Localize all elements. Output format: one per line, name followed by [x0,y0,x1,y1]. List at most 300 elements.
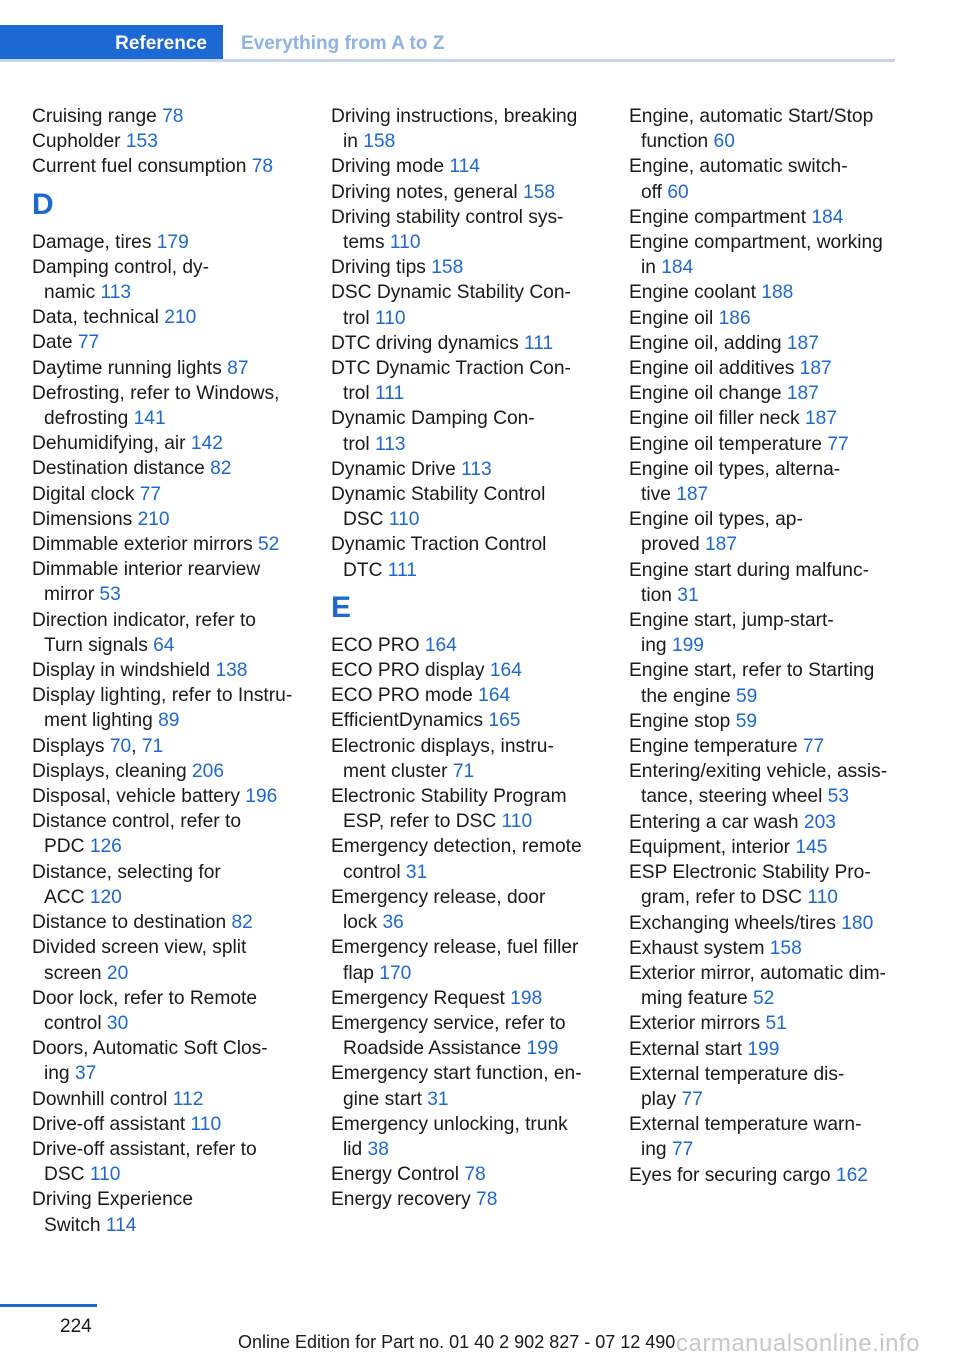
page-link[interactable]: 31 [405,861,428,883]
page-link[interactable]: 164 [424,634,457,656]
index-column-3 [629,104,904,1188]
index-entry [629,961,904,1011]
index-entry [32,1112,317,1137]
entry-term-line1: Emergency detection, remote [331,836,582,858]
entry-term-line1: ESP Electronic Stability Pro- [629,862,871,884]
index-entry [629,331,904,356]
page-link[interactable]: 179 [156,231,189,253]
page-link[interactable]: 78 [162,106,184,127]
page-link[interactable]: 187 [786,332,819,354]
index-entry [331,180,616,205]
entry-term: Engine oil temperature [629,433,828,455]
index-column-2 [331,104,616,1213]
index-entry [331,1011,616,1061]
entry-term: Displays, cleaning [32,760,192,782]
index-entry [32,683,317,733]
entry-term: Date [32,332,78,354]
entry-term-line2: in [343,131,364,153]
entry-term: Driving tips [331,257,432,279]
entry-term: Display in windshield [32,660,216,682]
entry-term: Destination distance [32,458,211,480]
entry-term-line1: Engine, automatic switch- [629,156,848,178]
page-link[interactable]: 153 [125,131,158,153]
watermark: carmanualsonline.info [676,1330,920,1357]
entry-term: Energy Control [331,1164,465,1186]
section-tab-reference[interactable]: Reference [0,25,223,62]
index-entry [32,1087,317,1112]
entry-term-line1: Distance, selecting for [32,861,221,883]
entry-term: Cruising range [32,106,163,127]
page-link[interactable]: 158 [431,257,464,279]
page-link[interactable]: 170 [379,962,412,984]
entry-term-line1: Entering/exiting vehicle, assis- [629,761,888,783]
page-link[interactable]: 199 [526,1038,559,1060]
page-link[interactable]: 164 [478,685,511,707]
page-link[interactable]: 145 [795,836,828,858]
index-entry [629,205,904,230]
page-link[interactable]: 71 [141,735,164,757]
page-link[interactable]: 31 [427,1088,449,1110]
entry-term: Eyes for securing cargo [629,1164,836,1186]
entry-term-line2: ACC [44,886,90,908]
index-entry [629,457,904,507]
index-entry [32,608,317,658]
page-link[interactable]: 120 [89,886,122,908]
entry-term-line1: Direction indicator, refer to [32,609,256,631]
index-entry [32,1137,317,1187]
entry-term: Emergency Request [331,987,511,1009]
entry-term-line2: gine start [343,1088,428,1110]
page-link[interactable]: 112 [172,1088,204,1110]
page-link[interactable]: 126 [89,836,122,858]
entry-term: Exterior mirrors [629,1013,766,1035]
page-link[interactable]: 187 [799,358,832,380]
index-entry [331,154,616,179]
index-entry [629,860,904,910]
index-entry [32,230,317,255]
entry-term: Damage, tires [32,231,157,253]
entry-term-line1: Dynamic Damping Con- [331,408,535,430]
entry-term: EfficientDynamics [331,710,489,732]
page-header [0,25,895,62]
index-entry [331,356,616,406]
entry-term: Engine oil filler neck [629,408,805,430]
page-link[interactable]: 53 [827,786,850,808]
index-entry [629,356,904,381]
entry-term-line1: Engine start, refer to Starting [629,660,875,682]
index-entry [331,1112,616,1162]
index-entry [32,658,317,683]
entry-term-line2: ing [641,1139,672,1161]
index-entry [331,532,616,582]
index-entry [629,154,904,204]
page-link[interactable]: 138 [215,660,248,682]
entry-term-line2: control [44,1012,107,1034]
page-link[interactable]: 110 [375,307,406,329]
entry-term-line2: tance, steering wheel [641,786,828,808]
page-link[interactable]: 113 [461,458,492,480]
index-entry [32,129,317,154]
page-number: 224 [60,1316,92,1337]
page-link[interactable]: 20 [106,962,129,984]
page-link[interactable]: 184 [661,257,694,279]
index-entry [331,885,616,935]
page-link[interactable]: 199 [671,635,704,657]
entry-term: External start [629,1038,748,1060]
index-column-1 [32,104,317,1238]
page-link[interactable]: 60 [667,181,689,203]
page-link[interactable]: 89 [158,710,180,732]
page-link[interactable]: 162 [835,1164,868,1186]
page-link[interactable]: 51 [765,1013,787,1035]
index-entry [331,935,616,985]
index-entry [32,456,317,481]
index-entry [32,1036,317,1086]
entry-term-line1: DSC Dynamic Stability Con- [331,282,571,304]
entry-term-line2: ESP, refer to DSC [343,811,502,833]
index-entry [331,280,616,330]
page-link[interactable]: 110 [501,811,533,833]
entry-term: Driving notes, general [331,181,523,203]
page-link[interactable]: 31 [677,584,699,606]
page-link[interactable]: 77 [802,736,825,758]
entry-term: Equipment, interior [629,836,796,858]
page-link[interactable]: 113 [100,282,132,304]
page-link[interactable]: 78 [476,1189,498,1211]
page-link[interactable]: 206 [191,760,224,782]
entry-term-line1: Emergency release, fuel filler [331,937,579,959]
entry-term: Entering a car wash [629,811,804,833]
page-link[interactable]: 78 [251,156,274,178]
page-link[interactable]: 188 [761,282,794,304]
index-entry [32,860,317,910]
page-link[interactable]: 38 [367,1138,389,1160]
entry-term-line2: ming feature [641,988,753,1010]
index-entry [32,986,317,1036]
entry-term-line1: Engine start, jump-start- [629,610,834,632]
index-entry [331,784,616,834]
page-link[interactable]: 77 [671,1139,694,1161]
index-entry [331,1061,616,1111]
index-entry [629,709,904,734]
entry-term-line1: Emergency unlocking, trunk [331,1113,568,1135]
page-link[interactable]: 165 [488,710,521,732]
header-rule [0,59,895,62]
page-link[interactable]: 64 [153,634,175,656]
page-link[interactable]: 114 [105,1214,137,1236]
page-link[interactable]: 70 [109,735,132,757]
entry-term-line2: trol [343,383,375,405]
page-link[interactable]: 59 [735,685,758,707]
entry-term: Driving mode [331,156,450,178]
entry-term: Dimmable exterior mirrors [32,534,259,556]
entry-term-line1: Exterior mirror, automatic dim- [629,962,886,984]
index-entry [331,708,616,733]
index-entry [32,305,317,330]
entry-term: Current fuel consumption [32,156,252,178]
index-entry [32,330,317,355]
index-entry [32,935,317,985]
page-link[interactable]: 77 [827,433,849,455]
page-link[interactable]: 187 [676,484,709,506]
index-entry [629,759,904,809]
index-entry [629,936,904,961]
index-entry [331,1162,616,1187]
page-link[interactable]: 187 [786,383,819,405]
entry-term-line2: ing [641,635,672,657]
entry-term-line1: Engine, automatic Start/Stop [629,106,874,127]
entry-term-line2: screen [44,962,107,984]
index-entry [629,835,904,860]
entry-term-line2: in [641,257,662,279]
index-entry [331,104,616,154]
index-entry [629,1011,904,1036]
entry-term: Daytime running lights [32,357,228,379]
index-entry [629,432,904,457]
entry-term-line1: Distance control, refer to [32,811,242,833]
index-entry [629,406,904,431]
page-link[interactable]: 59 [735,710,758,732]
entry-term-line2: DTC [343,559,388,581]
page-link[interactable]: 36 [382,912,404,934]
entry-term-line2: mirror [44,584,100,606]
page-link[interactable]: 30 [106,1012,129,1034]
entry-term: Energy recovery [331,1189,477,1211]
page-link[interactable]: 198 [510,987,543,1009]
page-link[interactable]: 71 [452,760,475,782]
entry-term-line2: defrosting [44,408,134,430]
entry-term: Engine stop [629,710,736,732]
entry-term: Engine temperature [629,736,803,758]
entry-term: Distance to destination [32,912,232,934]
entry-term-line1: Drive-off assistant, refer to [32,1138,257,1160]
entry-term-line1: Engine compartment, working [629,232,883,254]
entry-term: Data, technical [32,307,165,329]
page-link[interactable]: 186 [718,307,751,329]
index-entry [331,986,616,1011]
entry-term: Engine oil, adding [629,332,787,354]
entry-term: Dehumidifying, air [32,433,191,455]
index-entry [629,1112,904,1162]
entry-term: Engine oil change [629,383,787,405]
entry-term: ECO PRO mode [331,685,479,707]
index-entry [331,205,616,255]
page-link[interactable]: 113 [375,433,406,455]
page-link[interactable]: 110 [190,1113,222,1135]
page-link[interactable]: 141 [133,408,166,430]
page-link[interactable]: 110 [389,232,421,254]
index-entry [32,910,317,935]
entry-term-line2: function [641,131,714,153]
page-link[interactable]: 111 [375,383,405,405]
entry-term-line1: Display lighting, refer to Instru- [32,685,293,707]
page-link[interactable]: 52 [258,534,280,556]
page-link[interactable]: 187 [705,534,738,556]
page-link[interactable]: 37 [74,1063,97,1085]
entry-term-line1: Doors, Automatic Soft Clos- [32,1038,268,1060]
entry-term-line1: Electronic displays, instru- [331,735,554,757]
index-entry [629,658,904,708]
page-link[interactable]: 77 [77,332,100,354]
entry-term-line2: trol [343,433,375,455]
footer-edition: Online Edition for Part no. 01 40 2 902 827 - 07 12 490 [238,1332,676,1352]
index-entry [32,381,317,431]
entry-term: Engine compartment [629,206,812,228]
entry-term-line2: Turn signals [44,634,154,656]
index-entry [331,406,616,456]
index-entry [629,1163,904,1188]
entry-term-line2: off [641,181,668,203]
page-link[interactable]: 180 [841,912,874,934]
entry-term-line2: tion [641,584,678,606]
index-entry [629,734,904,759]
page-link[interactable]: 158 [363,131,396,153]
index-entry [32,532,317,557]
entry-term-line1: Engine oil types, ap- [629,509,803,531]
index-entry [32,431,317,456]
index-letter-heading: D [32,187,54,221]
entry-term-line2: namic [44,282,101,304]
entry-term-line1: Dynamic Traction Control [331,534,547,556]
entry-term: Engine coolant [629,282,762,304]
page-link[interactable]: 210 [164,307,197,329]
entry-term-line2: trol [343,307,375,329]
entry-term: Drive-off assistant [32,1113,191,1135]
entry-term-line1: Divided screen view, split [32,937,247,959]
index-entry [32,255,317,305]
index-entry: Displays 70, 71 [32,735,164,757]
subsection-title[interactable]: Everything from A to Z [241,32,445,54]
page-link[interactable]: 110 [388,509,420,531]
page-link[interactable]: 199 [747,1038,780,1060]
entry-term-line1: Driving Experience [32,1189,194,1211]
entry-term-line2: DSC [44,1164,90,1186]
page-link[interactable]: 210 [137,508,170,530]
entry-term-line1: Engine oil types, alterna- [629,458,841,480]
index-entry [331,482,616,532]
entry-term: Dimensions [32,508,138,530]
index-letter-heading: E [331,590,352,624]
page-link[interactable]: 164 [489,660,522,682]
page-link[interactable]: 87 [227,357,249,379]
page-link[interactable]: 52 [753,988,775,1010]
index-entry [331,457,616,482]
entry-term-line2: DSC [343,509,389,531]
index-entry [629,280,904,305]
index-entry [331,1187,616,1212]
page-link[interactable]: 184 [811,206,844,228]
entry-term-line2: Switch [44,1214,106,1236]
page-link[interactable]: 203 [803,811,836,833]
index-entry [32,784,317,809]
entry-term-line1: Driving instructions, breaking [331,106,578,127]
index-entry [32,557,317,607]
page-number-rule [0,1304,97,1307]
entry-term-line1: Door lock, refer to Remote [32,987,258,1009]
index-entry [331,633,616,658]
index-entry [629,1062,904,1112]
index-entry [331,683,616,708]
entry-term-line2: flap [343,962,380,984]
entry-term-line1: Emergency start function, en- [331,1063,582,1085]
index-entry [32,507,317,532]
entry-term: Downhill control [32,1088,173,1110]
page-link[interactable]: 111 [524,332,554,354]
entry-term-line1: DTC Dynamic Traction Con- [331,358,571,380]
page-link[interactable]: 110 [807,887,838,909]
page-link[interactable]: 53 [99,584,121,606]
index-entry [32,104,317,129]
index-entry [331,834,616,884]
index-entry [331,734,616,784]
entry-term-line1: Emergency release, door [331,886,546,908]
entry-term-line2: ing [44,1063,75,1085]
page-link[interactable]: 77 [139,483,162,505]
index-entry [629,306,904,331]
entry-term-line1: External temperature warn- [629,1114,862,1136]
index-entry [629,381,904,406]
index-entry [331,331,616,356]
index-entry [331,255,616,280]
page-link[interactable]: 78 [464,1164,486,1186]
entry-term: DTC driving dynamics [331,332,524,354]
index-entry [629,230,904,280]
page-link[interactable]: 114 [449,156,480,178]
entry-term-line2: control [343,861,406,883]
entry-term-line2: Roadside Assistance [343,1038,527,1060]
entry-term-line1: Engine start during malfunc- [629,559,869,581]
entry-term: Digital clock [32,483,140,505]
page-link[interactable]: 82 [231,912,253,934]
entry-term: Disposal, vehicle battery [32,786,246,808]
entry-term-line2: tive [641,484,677,506]
entry-term-line2: tems [343,232,390,254]
page-link[interactable]: 60 [713,131,735,153]
page-link[interactable]: 110 [89,1164,121,1186]
entry-term-line2: the engine [641,685,736,707]
entry-term: Dynamic Drive [331,458,462,480]
entry-term: Engine oil [629,307,719,329]
index-entry [629,608,904,658]
page-link[interactable]: 77 [681,1088,703,1110]
index-entry [32,809,317,859]
entry-term-line2: proved [641,534,705,556]
index-entry [629,104,904,154]
entry-term-line2: lid [343,1138,368,1160]
page-link[interactable]: 187 [804,408,837,430]
page-link[interactable]: 142 [190,433,223,455]
entry-term: Cupholder [32,131,126,153]
entry-term: Exhaust system [629,937,770,959]
entry-term-line1: External temperature dis- [629,1063,845,1085]
index-entry [629,911,904,936]
page-link[interactable]: 158 [522,181,555,203]
entry-term-line2: ment lighting [44,710,159,732]
page-link[interactable]: 111 [387,559,417,581]
page-link[interactable]: 196 [245,786,278,808]
entry-term-line1: Driving stability control sys- [331,206,564,228]
entry-term: ECO PRO [331,634,425,656]
index-entry [331,658,616,683]
entry-term-line1: Dynamic Stability Control [331,484,546,506]
entry-term-line1: Electronic Stability Program [331,786,567,808]
page-link[interactable]: 82 [210,458,232,480]
index-entry [32,356,317,381]
entry-term: Engine oil additives [629,358,800,380]
page-link[interactable]: 158 [769,937,802,959]
entry-term-line1: Dimmable interior rearview [32,559,261,581]
index-entry [32,759,317,784]
